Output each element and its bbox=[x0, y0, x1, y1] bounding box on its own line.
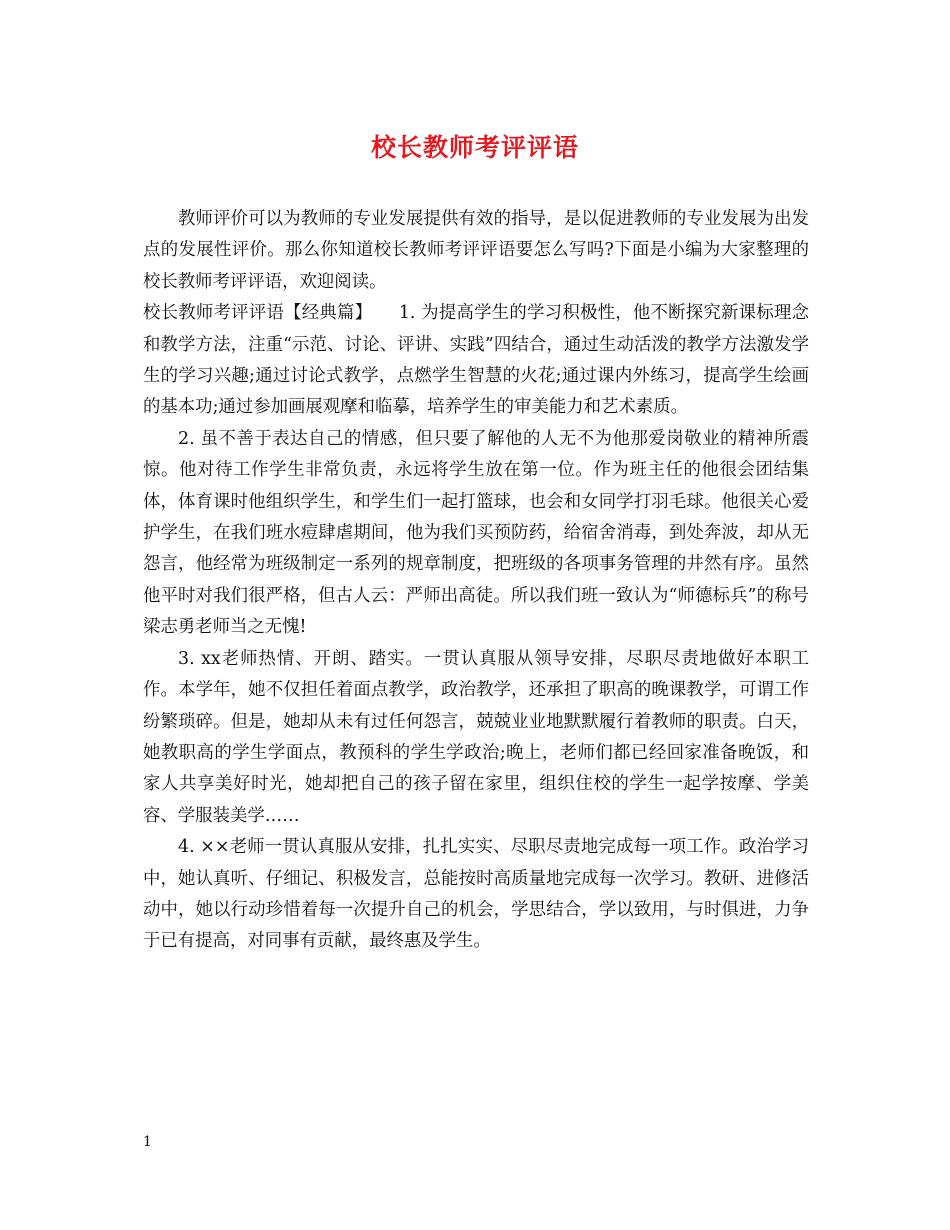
document-title: 校长教师考评评语 bbox=[370, 133, 579, 162]
document-body bbox=[143, 204, 809, 958]
paragraph-2: 2. 虽不善于表达自己的情感，但只要了解他的人无不为他那爱岗敬业的精神所震惊。他对待工作学生非常负责，永远将学生放在第一位。作为班主任的他很会团结集体，体育课时他组织学生，和学生们一起打篮球，也会和女同学打羽毛球。他很关心爱护学生，在我们班水痘肆虐期间，他为我们买预防药，给宿舍消毒，到处奔波，却从无怨言，他经常为班级制定一系列的规章制度，把班级的各项事务管理的井然有序。虽然他平时对我们很严格，但古人云：严师出高徒。所以我们班一致认为“师德标兵”的称号梁志勇老师当之无愧! bbox=[143, 428, 809, 638]
paragraph-intro: 教师评价可以为教师的专业发展提供有效的指导，是以促进教师的专业发展为出发点的发展性评价。那么你知道校长教师考评评语要怎么写吗?下面是小编为大家整理的校长教师考评评语，欢迎阅读。 bbox=[143, 209, 809, 292]
paragraph-4: 4. ××老师一贯认真服从安排，扎扎实实、尽职尽责地完成每一项工作。政治学习中，她认真听、仔细记、积极发言，总能按时高质量地完成每一次学习。教研、进修活动中，她以行动珍惜着每一次提升自己的机会，学思结合，学以致用，与时俱进，力争于已有提高，对同事有贡献，最终惠及学生。 bbox=[143, 837, 809, 952]
page-number: 1 bbox=[143, 1134, 152, 1150]
paragraph-3: 3. xx老师热情、开朗、踏实。一贯认真服从领导安排，尽职尽责地做好本职工作。本学年，她不仅担任着面点教学，政治教学，还承担了职高的晚课教学，可谓工作纷繁琐碎。但是，她却从未有过任何怨言，兢兢业业地默默履行着教师的职责。白天，她教职高的学生学面点，教预科的学生学政治;晚上，老师们都已经回家准备晚饭，和家人共享美好时光，她却把自己的孩子留在家里，组织住校的学生一起学按摩、学美容、学服装美学…… bbox=[143, 648, 809, 826]
paragraph-1: 校长教师考评评语【经典篇】 1. 为提高学生的学习积极性，他不断探究新课标理念和教学方法，注重“示范、讨论、评讲、实践”四结合，通过生动活泼的教学方法激发学生的学习兴趣;通过讨论式教学，点燃学生智慧的火花;通过课内外练习，提高学生绘画的基本功;通过参加画展观摩和临摹，培养学生的审美能力和艺术素质。 bbox=[143, 303, 809, 418]
